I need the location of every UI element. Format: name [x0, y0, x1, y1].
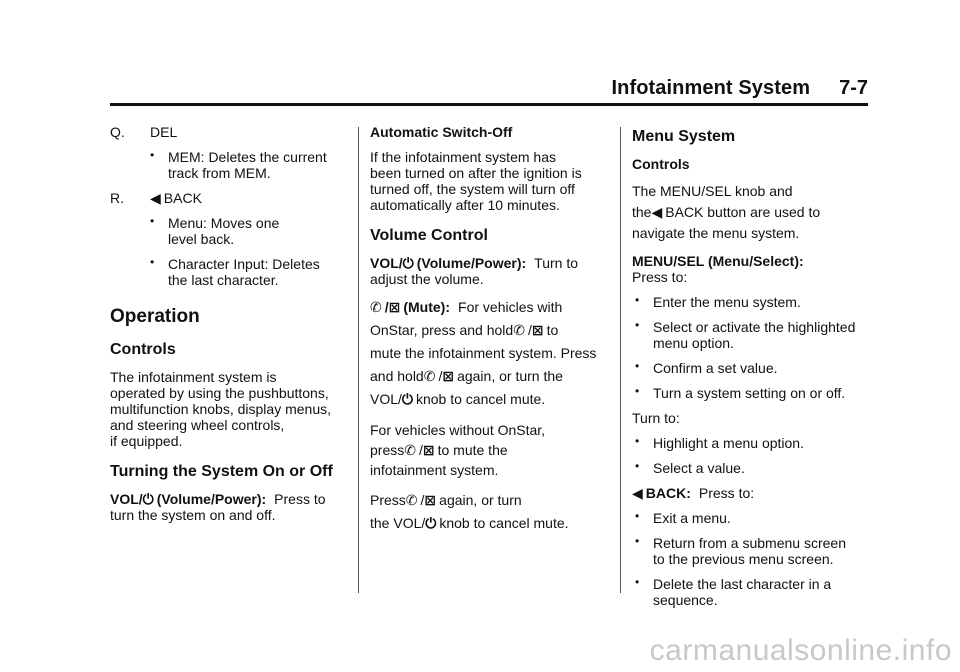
list-item: • Turn a system setting on or off.: [632, 385, 867, 401]
controls-subheading: Controls: [632, 156, 690, 172]
list-item: • Confirm a set value.: [632, 360, 867, 376]
auto-switch-off-heading: Automatic Switch-Off: [370, 124, 513, 140]
item-r: R. ◀ BACK: [110, 190, 202, 206]
volume-text: VOL/⏻ (Volume/Power): Turn to adjust the volume.: [370, 255, 579, 287]
phone-icon: ✆: [423, 368, 436, 384]
column-2: [370, 124, 605, 544]
press-again-text: Press✆ /⊠ again, or turn the VOL/⏻ knob to cancel mute.: [370, 489, 605, 535]
back-arrow-icon: ◀: [632, 485, 643, 501]
list-item: • MEM: Deletes the current track from MEM.: [147, 149, 345, 181]
power-icon: ⏻: [425, 515, 437, 531]
list-item: • Character Input: Deletes the last character.: [147, 256, 345, 288]
phone-icon: ✆: [405, 492, 418, 508]
list-item: • Delete the last character in a sequence.: [632, 576, 867, 608]
turn-to-text: Turn to:: [632, 410, 680, 426]
phone-icon: ✆: [513, 322, 525, 338]
column-divider: [358, 127, 359, 593]
list-item: • Exit a menu.: [632, 510, 867, 526]
mute-icon: ⊠: [388, 299, 401, 315]
page-header: [110, 78, 868, 106]
controls-heading: Controls: [110, 341, 176, 358]
without-onstar-text: For vehicles without OnStar, press✆ /⊠ to mute the infotainment system.: [370, 422, 546, 478]
mute-icon: ⊠: [442, 368, 455, 384]
volume-control-heading: Volume Control: [370, 227, 488, 244]
column-1: [110, 124, 345, 532]
menusel-text: MENU/SEL (Menu/Select): Press to:: [632, 253, 804, 285]
section-title: Infotainment System: [611, 77, 811, 99]
operation-heading: Operation: [110, 306, 200, 327]
list-item: • Select a value.: [632, 460, 867, 476]
auto-text: If the infotainment system has been turned on after the ignition is turned off, the system will turn off automatically after 10 minutes.: [370, 149, 582, 213]
list-item: • Menu: Moves one level back.: [147, 215, 345, 247]
knob-text: The MENU/SEL knob and the◀ BACK button are used to navigate the menu system.: [632, 183, 821, 241]
mute-icon: ⊠: [531, 322, 544, 338]
list-item: • Highlight a menu option.: [632, 435, 867, 451]
mute-icon: ⊠: [422, 442, 435, 458]
column-divider: [620, 127, 621, 593]
controls-text: The infotainment system is operated by using the pushbuttons, multifunction knobs, display menus, and steering wheel controls, if equipped.: [110, 369, 331, 449]
mute-icon: ⊠: [424, 492, 437, 508]
watermark: carmanualsonline.info: [649, 634, 952, 667]
mute-text: ✆ /⊠ (Mute): For vehicles with OnStar, press and hold✆ /⊠ to mute the infotainment system. Press and hold✆ /⊠ again, or turn the VOL/⏻ knob to cancel mute.: [370, 296, 605, 411]
item-q: Q. DEL: [110, 124, 178, 140]
menu-system-heading: Menu System: [632, 128, 736, 145]
phone-icon: ✆: [404, 442, 416, 458]
back-arrow-icon: ◀: [651, 204, 663, 220]
back-text: ◀ BACK: Press to:: [632, 485, 755, 501]
list-item: • Return from a submenu screen to the previous menu screen.: [632, 535, 867, 567]
vol-power-text: VOL/⏻ (Volume/Power): Press to turn the system on and off.: [110, 491, 326, 523]
power-icon: ⏻: [142, 491, 154, 507]
power-icon: ⏻: [402, 255, 414, 271]
page-number: 7-7: [839, 77, 868, 99]
power-icon: ⏻: [401, 391, 413, 407]
turning-heading: Turning the System On or Off: [110, 463, 333, 480]
column-3: [632, 124, 867, 617]
back-arrow-icon: ◀: [150, 190, 161, 206]
list-item: • Enter the menu system.: [632, 294, 867, 310]
phone-icon: ✆: [370, 299, 382, 315]
list-item: • Select or activate the highlighted menu option.: [632, 319, 867, 351]
